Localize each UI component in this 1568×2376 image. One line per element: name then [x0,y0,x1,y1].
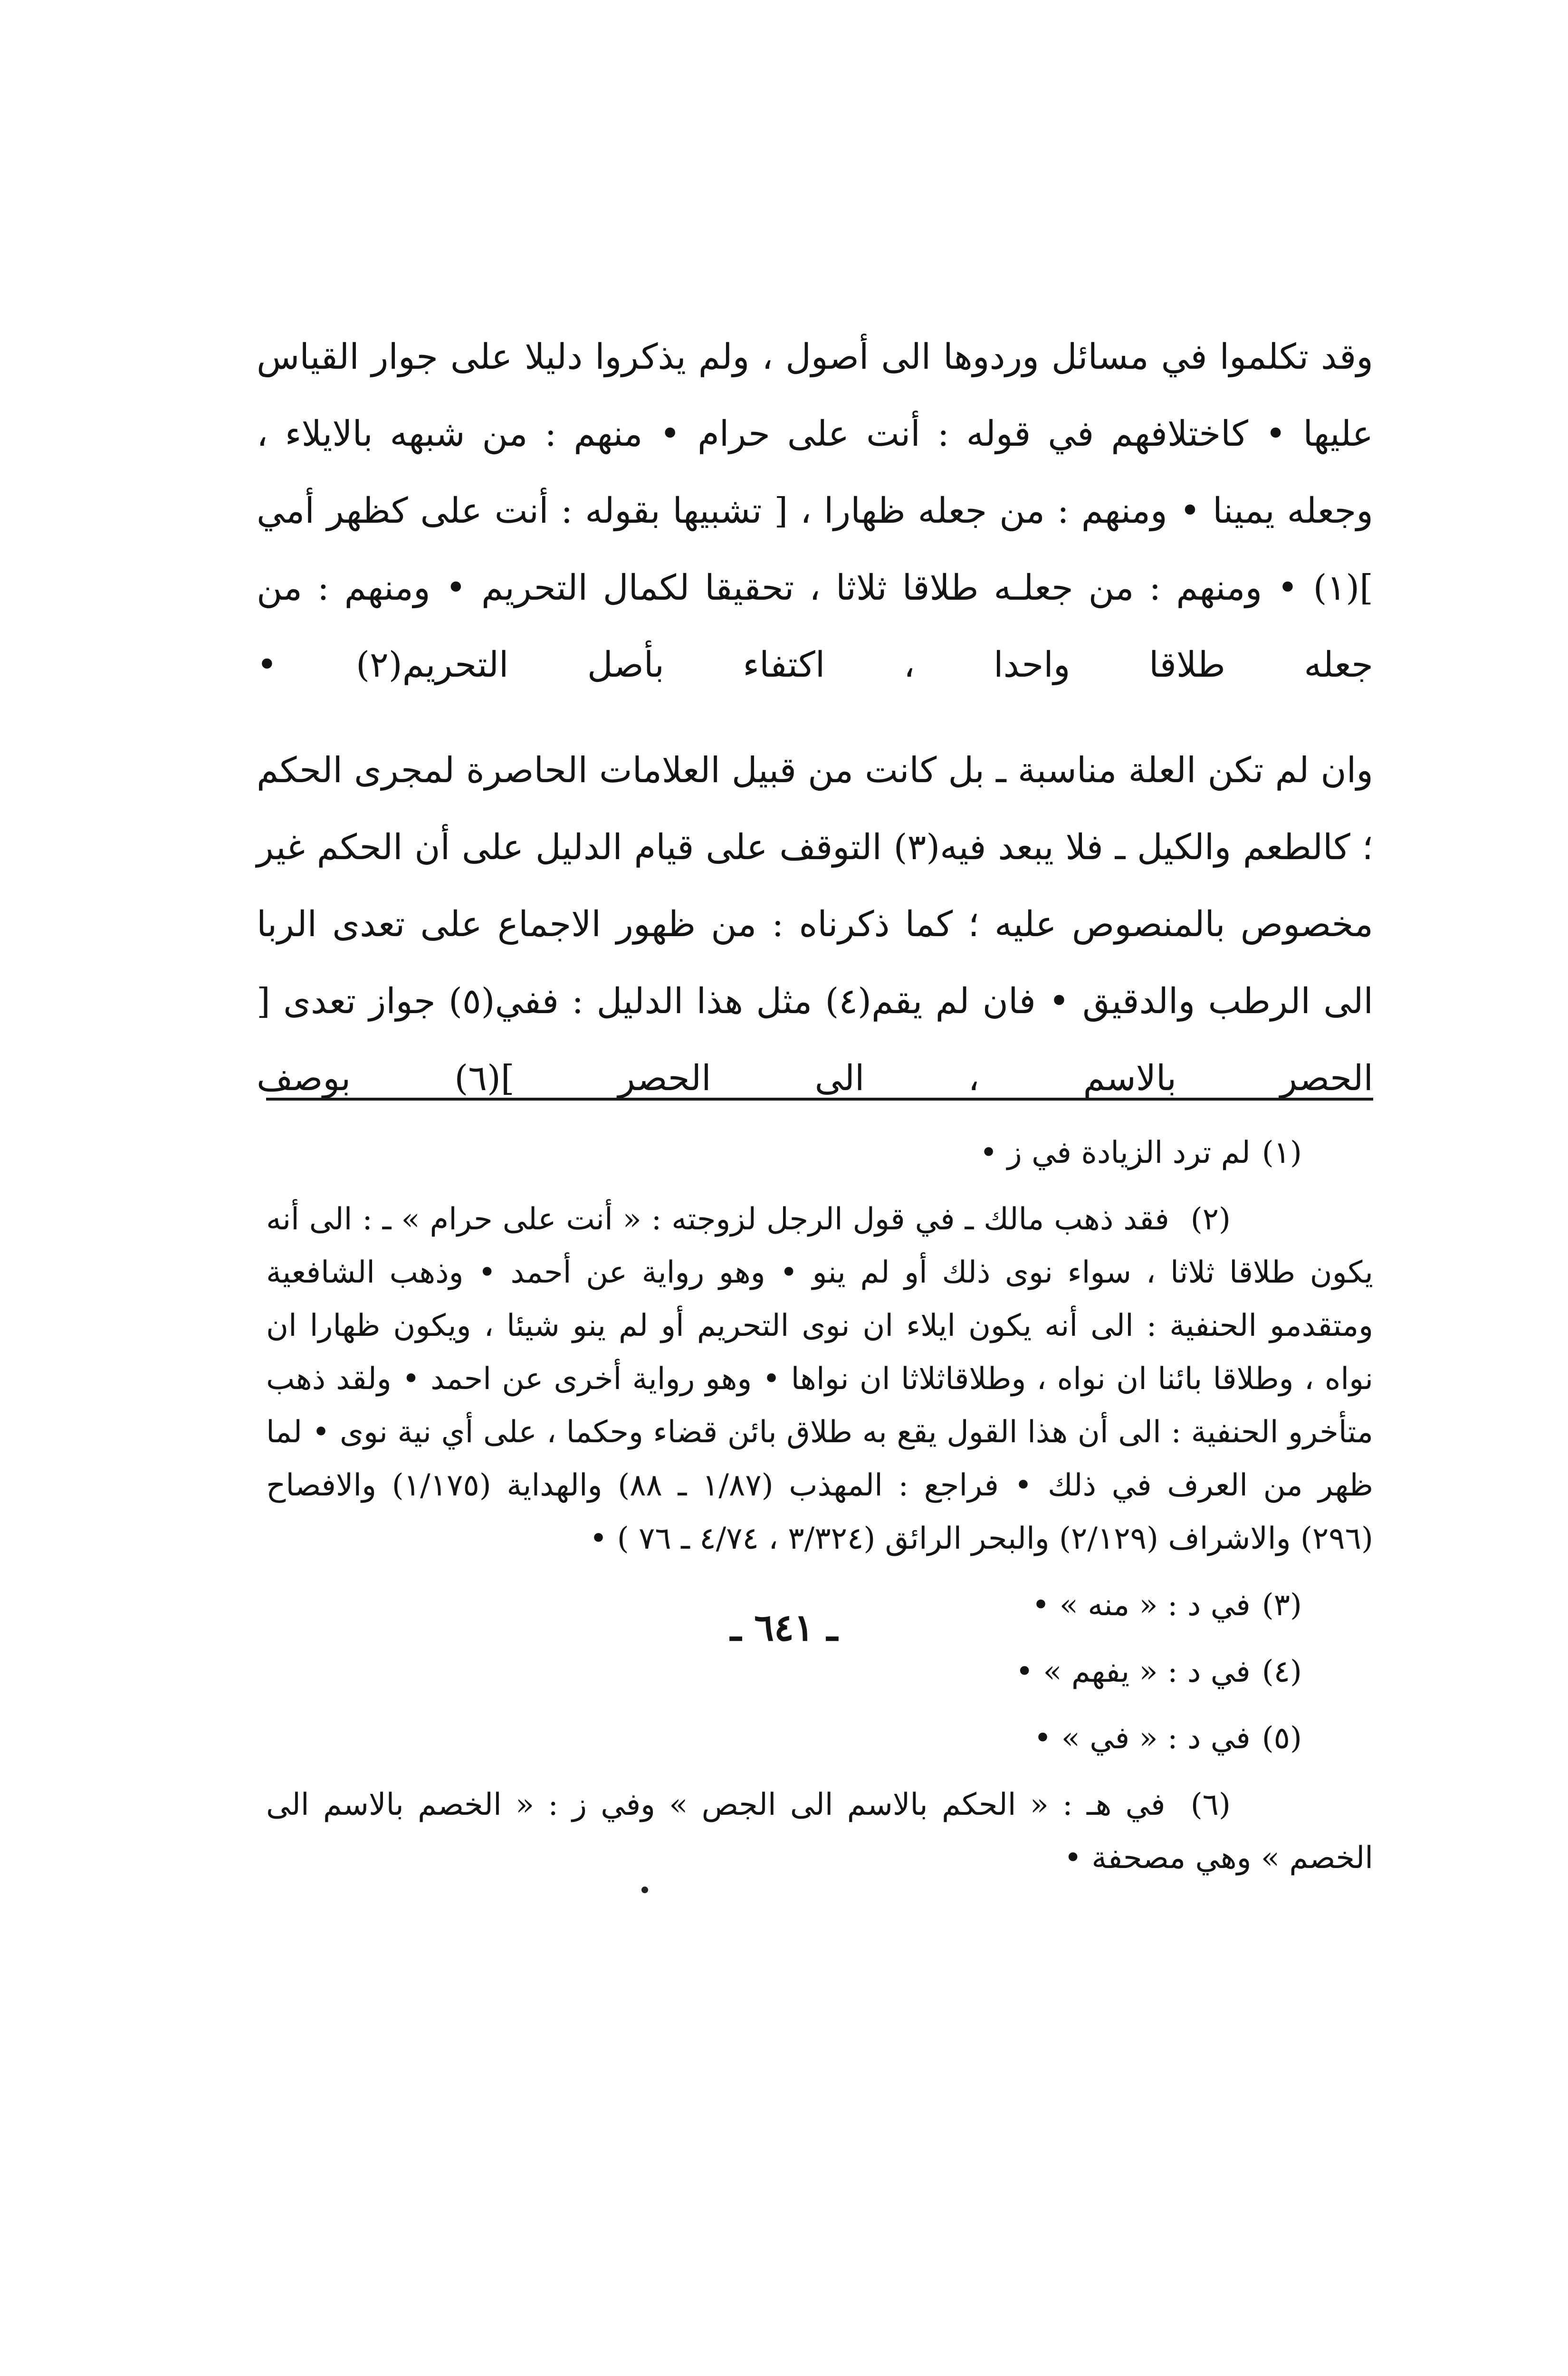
footnote-6 [266,1778,1373,1885]
footnote-text: في د : « يفهم » • [1015,1654,1251,1689]
footnote-text: في د : « في » • [1033,1721,1251,1756]
footnote-number: (٥) [1262,1721,1302,1756]
footnote-2 [266,1193,1373,1565]
page-number: ـ ٦٤١ ـ [730,1606,838,1649]
footnote-number: (٤) [1262,1654,1302,1689]
footnote-text: في د : « منه » • [1032,1588,1251,1623]
footnote-number: (١) [1262,1135,1302,1170]
footnote-1 [266,1126,1373,1179]
footnote-4 [266,1645,1373,1698]
footnote-text: فقد ذهب مالك ـ في قول الرجل لزوجته : « أنت على حرام » ـ : الى أنه يكون طلاقا ثلاثا ، سواء نوى ذلك أو لم ينو • وهو رواية عن أحمد • وذهب الشافعية ومتقدمو الحنفية : الى أنه يكون ايلاء ان نوى التحريم أو لم ينو شيئا ، ويكون ظهارا ان نواه ، وطلاقا بائنا ان نواه ، وطلاقاثلاثا ان نواها • وهو رواية أخرى عن احمد • ولقد ذهب متأخرو الحنفية : الى أن هذا القول يقع به طلاق بائن قضاء وحكما ، على أي نية نوى • لما ظهر من العرف في ذلك • فراجع : المهذب (١/٨٧ ـ ٨٨) والهداية (١/١٧٥) والافصاح (٢٩٦) والاشراف (٢/١٢٩) والبحر الرائق (٣/٣٢٤ ، ٤/٧٤ ـ ٧٦ ) • [266,1202,1374,1556]
footnote-number: (٣) [1262,1588,1302,1623]
footnote-5 [266,1712,1373,1765]
footnote-number: (٢) [1190,1202,1231,1237]
footnote-text: لم ترد الزيادة في ز • [979,1135,1251,1170]
main-text [257,318,1373,1117]
footnote-number: (٦) [1190,1787,1231,1822]
stray-ink-dot [641,1887,648,1893]
footnotes [266,1126,1373,1898]
paragraph-1: وقد تكلموا في مسائل وردوها الى أصول ، ولم يذكروا دليلا على جوار القياس عليها • كاختلافهم في قوله : أنت على حرام • منهم : من شبهه بالايلاء ، وجعله يمينا • ومنهم : من جعله ظهارا ، [ تشبيها بقوله : أنت على كظهر أمي ](١) • ومنهم : من جعلـه طلاقا ثلاثا ، تحقيقا لكمال التحريم • ومنهم : من جعله طلاقا واحدا ، اكتفاء بأصل التحريم(٢) • [257,336,1373,685]
footnote-text: في هـ : « الحكم بالاسم الى الجص » وفي ز : « الخصم بالاسم الى الخصم » وهي مصحفة • [266,1787,1373,1876]
footnote-divider [266,1098,1373,1101]
paragraph-2: وان لم تكن العلة مناسبة ـ بل كانت من قبيل العلامات الحاصرة لمجرى الحكم ؛ كالطعم والكيل ـ فلا يبعد فيه(٣) التوقف على قيام الدليل على أن الحكم غير مخصوص بالمنصوص عليه ؛ كما ذكرناه : من ظهور الاجماع على تعدى الربا الى الرطب والدقيق • فان لم يقم(٤) مثل هذا الدليل : ففي(٥) جواز تعدى [ الحصر بالاسم ، الى الحصر ](٦) بوصف [257,750,1374,1099]
